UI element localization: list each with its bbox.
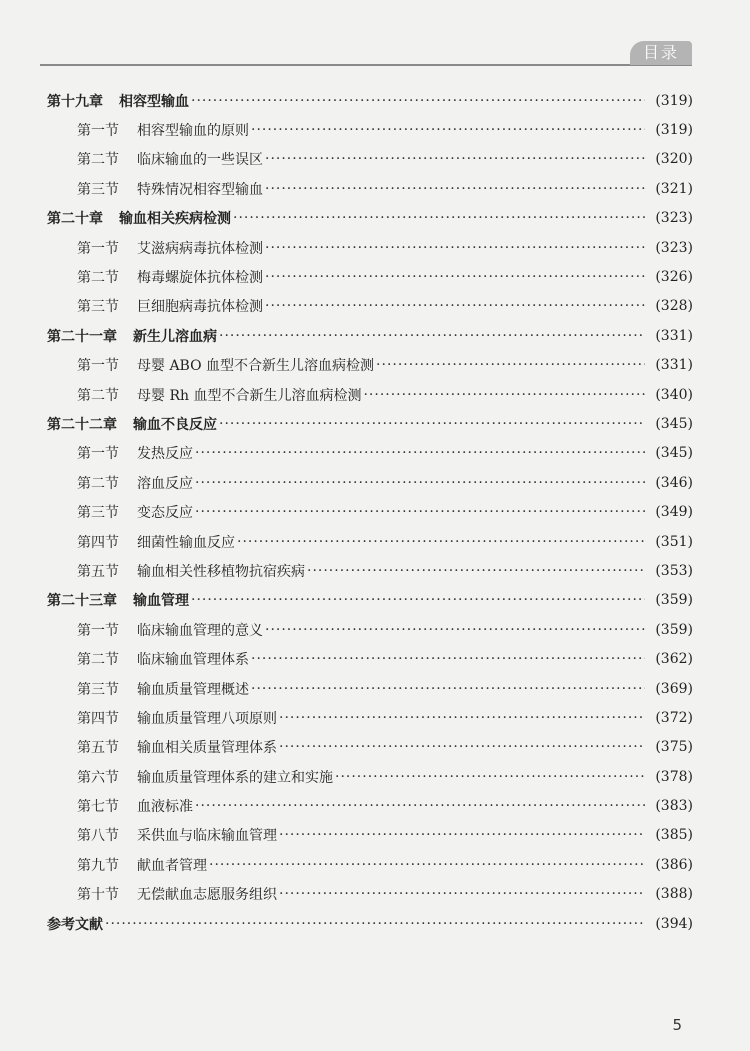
toc-page-ref: (388) (655, 886, 693, 903)
section-number: 第二节 (77, 475, 119, 492)
toc-page-ref: (386) (655, 856, 693, 873)
toc-page-ref: (326) (655, 269, 693, 286)
chapter-title: 新生儿溶血病 (133, 328, 217, 345)
section-number: 第一节 (77, 446, 119, 463)
section-title: 临床输血管理的意义 (137, 622, 263, 639)
toc-section-row[interactable] (47, 791, 693, 820)
dot-leader (195, 475, 645, 491)
toc-section-row[interactable] (47, 380, 693, 409)
section-number: 第一节 (77, 123, 119, 140)
toc-page-ref: (378) (655, 768, 693, 785)
section-title: 无偿献血志愿服务组织 (137, 887, 277, 904)
section-number: 第五节 (77, 563, 119, 580)
dot-leader (105, 916, 645, 932)
toc-page-ref: (331) (655, 327, 693, 344)
toc-page-ref: (372) (655, 709, 693, 726)
toc-page-ref: (359) (655, 592, 693, 609)
dot-leader (265, 298, 645, 314)
section-title: 母婴 ABO 血型不合新生儿溶血病检测 (137, 358, 375, 375)
section-title: 输血相关性移植物抗宿疾病 (137, 563, 305, 580)
toc-page-ref: (320) (655, 151, 693, 168)
chapter-title: 输血不良反应 (133, 416, 217, 433)
toc-section-row[interactable] (47, 880, 693, 909)
dot-leader (195, 798, 645, 814)
page-number: 5 (672, 1016, 682, 1034)
toc-section-row[interactable] (47, 233, 693, 262)
dot-leader (265, 151, 645, 167)
section-title: 输血相关质量管理体系 (137, 740, 277, 757)
toc-section-row[interactable] (47, 145, 693, 174)
section-number: 第二节 (77, 152, 119, 169)
chapter-title: 输血相关疾病检测 (119, 211, 231, 228)
toc-chapter-row[interactable] (47, 204, 693, 233)
toc-page-ref: (319) (655, 122, 693, 139)
header-rule (40, 64, 692, 66)
toc-page-ref: (328) (655, 298, 693, 315)
section-title: 采供血与临床输血管理 (137, 828, 277, 845)
section-tab: 目录 (630, 41, 692, 65)
section-title: 巨细胞病毒抗体检测 (137, 299, 263, 316)
section-title: 艾滋病病毒抗体检测 (137, 240, 263, 257)
toc-page-ref: (383) (655, 798, 693, 815)
section-number: 第十节 (77, 887, 119, 904)
chapter-number: 第二十二章 (47, 416, 117, 433)
toc-page-ref: (394) (655, 915, 693, 932)
toc-page-ref: (340) (655, 386, 693, 403)
toc-page-ref: (349) (655, 504, 693, 521)
toc-page-ref: (323) (655, 210, 693, 227)
dot-leader (233, 210, 645, 226)
toc-section-row[interactable] (47, 733, 693, 762)
chapter-title: 相容型输血 (119, 93, 189, 110)
chapter-number: 第十九章 (47, 93, 103, 110)
section-title: 血液标准 (137, 799, 193, 816)
toc-section-row[interactable] (47, 351, 693, 380)
toc-section-row[interactable] (47, 262, 693, 291)
toc-chapter-row[interactable] (47, 321, 693, 350)
dot-leader (251, 651, 645, 667)
chapter-number: 第二十一章 (47, 328, 117, 345)
dot-leader (195, 445, 645, 461)
toc-page-ref: (375) (655, 739, 693, 756)
section-title: 临床输血的一些误区 (137, 152, 263, 169)
toc-page-ref: (345) (655, 415, 693, 432)
toc-section-row[interactable] (47, 821, 693, 850)
toc-section-row[interactable] (47, 527, 693, 556)
toc-chapter-row[interactable] (47, 86, 693, 115)
toc-page-ref: (331) (655, 357, 693, 374)
dot-leader (209, 857, 645, 873)
dot-leader (279, 827, 645, 843)
section-number: 第四节 (77, 534, 119, 551)
section-number: 第一节 (77, 358, 119, 375)
toc-section-row[interactable] (47, 439, 693, 468)
toc-section-row[interactable] (47, 497, 693, 526)
toc-section-row[interactable] (47, 468, 693, 497)
toc-chapter-row[interactable] (47, 586, 693, 615)
section-number: 第六节 (77, 769, 119, 786)
dot-leader (279, 886, 645, 902)
section-title: 变态反应 (137, 505, 193, 522)
toc-section-row[interactable] (47, 115, 693, 144)
dot-leader (251, 122, 645, 138)
chapter-number: 第二十三章 (47, 593, 117, 610)
chapter-title: 参考文献 (47, 916, 103, 933)
dot-leader (279, 710, 645, 726)
chapter-number: 第二十章 (47, 211, 103, 228)
toc-section-row[interactable] (47, 644, 693, 673)
toc-section-row[interactable] (47, 850, 693, 879)
section-number: 第三节 (77, 181, 119, 198)
toc-page-ref: (362) (655, 651, 693, 668)
dot-leader (195, 504, 645, 520)
section-title: 输血质量管理体系的建立和实施 (137, 769, 333, 786)
table-of-contents (47, 86, 693, 938)
dot-leader (265, 240, 645, 256)
toc-section-row[interactable] (47, 762, 693, 791)
toc-page-ref: (319) (655, 92, 693, 109)
section-title: 细菌性输血反应 (137, 534, 235, 551)
toc-section-row[interactable] (47, 556, 693, 585)
dot-leader (265, 181, 645, 197)
section-title: 梅毒螺旋体抗体检测 (137, 270, 263, 287)
dot-leader (265, 269, 645, 285)
toc-section-row[interactable] (47, 703, 693, 732)
dot-leader (335, 769, 645, 785)
section-title: 相容型输血的原则 (137, 123, 249, 140)
section-title: 临床输血管理体系 (137, 652, 249, 669)
section-number: 第七节 (77, 799, 119, 816)
toc-section-row[interactable] (47, 674, 693, 703)
toc-section-row[interactable] (47, 292, 693, 321)
section-number: 第五节 (77, 740, 119, 757)
toc-chapter-row[interactable] (47, 909, 693, 938)
section-number: 第二节 (77, 270, 119, 287)
chapter-title: 输血管理 (133, 593, 189, 610)
dot-leader (191, 592, 645, 608)
toc-page-ref: (353) (655, 562, 693, 579)
toc-page-ref: (323) (655, 239, 693, 256)
section-title: 溶血反应 (137, 475, 193, 492)
toc-page-ref: (321) (655, 180, 693, 197)
toc-page-ref: (385) (655, 827, 693, 844)
section-title: 发热反应 (137, 446, 193, 463)
section-number: 第二节 (77, 387, 119, 404)
section-title: 母婴 Rh 血型不合新生儿溶血病检测 (137, 387, 362, 404)
section-number: 第三节 (77, 681, 119, 698)
dot-leader (219, 416, 645, 432)
dot-leader (265, 622, 645, 638)
toc-page-ref: (345) (655, 445, 693, 462)
toc-section-row[interactable] (47, 615, 693, 644)
dot-leader (307, 563, 645, 579)
dot-leader (363, 387, 645, 403)
section-title: 特殊情况相容型输血 (137, 181, 263, 198)
section-number: 第三节 (77, 505, 119, 522)
section-title: 输血质量管理概述 (137, 681, 249, 698)
section-number: 第八节 (77, 828, 119, 845)
section-number: 第二节 (77, 652, 119, 669)
toc-section-row[interactable] (47, 174, 693, 203)
dot-leader (376, 357, 645, 373)
toc-page-ref: (369) (655, 680, 693, 697)
section-title: 输血质量管理八项原则 (137, 710, 277, 727)
dot-leader (279, 739, 645, 755)
dot-leader (237, 534, 645, 550)
dot-leader (219, 328, 645, 344)
section-number: 第一节 (77, 240, 119, 257)
section-number: 第三节 (77, 299, 119, 316)
section-number: 第九节 (77, 857, 119, 874)
toc-page-ref: (351) (655, 533, 693, 550)
toc-page-ref: (359) (655, 621, 693, 638)
dot-leader (191, 93, 645, 109)
section-number: 第四节 (77, 710, 119, 727)
section-title: 献血者管理 (137, 857, 207, 874)
dot-leader (251, 681, 645, 697)
section-number: 第一节 (77, 622, 119, 639)
toc-chapter-row[interactable] (47, 409, 693, 438)
toc-page-ref: (346) (655, 474, 693, 491)
